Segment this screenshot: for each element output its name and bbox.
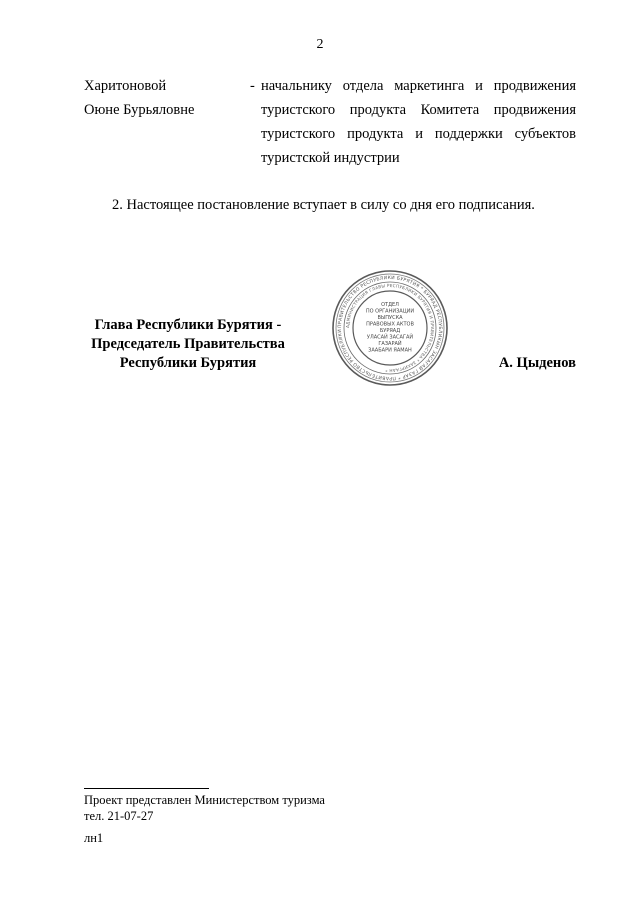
clause-effective-date: 2. Настоящее постановление вступает в силу со дня его подписания. (112, 197, 535, 213)
seal-text-line: ПО ОРГАНИЗАЦИИ (365, 308, 415, 315)
position-line: начальнику отдела маркетинга и продвижения (261, 78, 576, 94)
appointee-name (84, 74, 244, 122)
seal-text-line: ВЫПУСКА (377, 315, 403, 321)
seal-text-line: ОТДЕЛ (381, 302, 399, 308)
seal-text-line: УЛАСАЙ ЗАСАГАЙ (366, 334, 414, 341)
seal-text-line: ЗААБАРИ ЯАМАН (368, 347, 412, 354)
seal-text-line: ГАЗАРАЙ (378, 341, 402, 347)
appointee-surname: Харитоновой (84, 78, 167, 94)
entry-dash: - (250, 78, 255, 94)
signer-title-line: Глава Республики Бурятия - (94, 317, 282, 333)
seal-text-line: БУРЯАД (379, 328, 401, 334)
seal-text-line: ПРАВОВЫХ АКТОВ (366, 321, 414, 328)
footer-presenter: Проект представлен Министерством туризма (84, 793, 325, 807)
signer-title (70, 316, 306, 373)
position-line: туристского продукта и поддержки субъектов (261, 126, 576, 142)
page-number: 2 (316, 37, 324, 52)
position-line: туристского продукта Комитета продвижения (261, 102, 576, 118)
footer-initials: лн1 (84, 831, 104, 845)
footer-phone: тел. 21-07-27 (84, 808, 154, 823)
svg-text:ПРАВИТЕЛЬСТВО РЕСПУБЛИКИ БУРЯТ: ПРАВИТЕЛЬСТВО РЕСПУБЛИКИ БУРЯТИЯ * БУРЯАД РЕСПУБЛИКЫН ЗАСАГАЙ ГАЗАР * ПРАВИТЕЛЬСТВО РЕСПУБЛИКИ (337, 275, 443, 381)
footer-divider (84, 788, 209, 789)
appointee-given-names: Оюне Бурьяловне (84, 102, 195, 118)
appointee-position (261, 74, 576, 170)
signer-title-line: Республики Бурятия (119, 355, 257, 371)
signer-name: А. Цыденов (498, 355, 576, 371)
svg-text:АДМИНИСТРАЦИЯ ГЛАВЫ РЕСПУБЛИКИ: АДМИНИСТРАЦИЯ ГЛАВЫ РЕСПУБЛИКИ БУРЯТИЯ И ПРАВИТЕЛЬСТВА * ЗАХИРГААН * (344, 282, 436, 374)
position-line: туристской индустрии (261, 150, 400, 166)
signer-title-line: Председатель Правительства (91, 336, 285, 352)
footer-note (84, 793, 484, 847)
official-seal-stamp (330, 268, 450, 388)
